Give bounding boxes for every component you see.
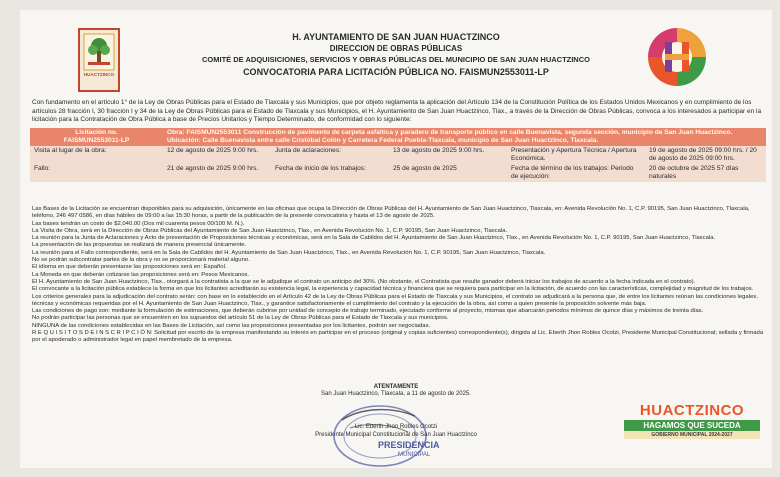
conditions-paragraph: NINGUNA de las condiciones establecidas en las Bases de Licitación, así como las proposiciones presentadas por los licitantes, podrán ser negociadas.: [32, 322, 431, 329]
conditions-paragraph: La presentación de las propuestas se realizará de manera presencial únicamente.: [32, 242, 247, 249]
schedule-cell: Fecha de término de los trabajos: Periodo de ejecución:: [507, 164, 645, 182]
schedule-row: [30, 164, 766, 182]
conditions-paragraph: R E Q U I S I T O S D E I N S C R I P C I Ó N: Solicitud por escrito de la empresa manifestando su interés en participar en el proceso (original y copias suficientes) correspondiente(s), dirigida al Lic. Eberth Jhon Robles Ocotzi, Presidente Municipal Constitucional; sellada y firmada por el apoderado o administrador legal en papel membretado de la empresa.: [32, 330, 764, 344]
conditions-paragraph: La Moneda en que deberán cotizarse las proposiciones será en: Pesos Mexicanos.: [32, 271, 250, 278]
conditions-paragraph: La reunión para la Junta de Aclaraciones y Acto de presentación de Proposiciones técnicas y económicas, será en la Sala de Cabildos del H. Ayuntamiento de San Juan Huactzinco, Tlax., en Avenida Revolución No. 1, C.P. 90195, San Juan Huactzinco, Tlaxcala.: [32, 235, 716, 242]
licitacion-label: Licitación no.: [75, 129, 118, 136]
schedule-cell: 21 de agosto de 2025 9:00 hrs.: [163, 164, 271, 182]
conditions-paragraph: Las bases tendrán un costo de $2,040.00 (Dos mil cuarenta pesos 00/100 M. N.).: [32, 220, 245, 227]
schedule-cell: Presentación y Apertura Técnica / Apertura Económica.: [507, 146, 645, 164]
header-committee: COMITÉ DE ADQUISICIONES, SERVICIOS Y OBRAS PÚBLICAS DEL MUNICIPIO DE SAN JUAN HUACTZINCO: [202, 55, 590, 64]
logo-left-label: HUACTZINCO: [83, 72, 115, 77]
conditions-paragraph: El idioma en que deberán presentarse las proposiciones será en: Español.: [32, 264, 227, 271]
schedule-cell: Junta de aclaraciones:: [271, 146, 389, 164]
header-direction: DIRECCION DE OBRAS PÚBLICAS: [329, 44, 463, 53]
brand-name: HUACTZINCO: [639, 402, 745, 419]
signature-title: Presidente Municipal Constitucional de San Juan Huactzinco: [315, 431, 477, 438]
conditions-paragraph: La reunión para el Fallo correspondiente, será en la Sala de Cabildos del H. Ayuntamiento de San Juan Huactzinco, Tlax., en Avenida Revolución No. 1, C.P. 90195, San Juan Huactzinco, Tlaxcala.: [32, 249, 546, 256]
licitacion-header-row: [30, 128, 766, 146]
signature-name: Lic. Eberth Jhon Robles Ocotzi: [354, 424, 438, 431]
signature-atentamente: ATENTAMENTE: [373, 384, 419, 390]
government-brand: [624, 402, 760, 439]
stamp-subtext: MUNICIPAL: [398, 452, 431, 458]
conditions-body: [32, 206, 770, 345]
conditions-paragraph: No se podrán subcontratar partes de la obra y no se proporcionará material alguno.: [32, 257, 250, 264]
conditions-paragraph: No podrán participar las personas que se encuentren en los supuestos del artículo 51 de la Ley de Obras Públicas para el Estado de Tlaxcala y sus municipios.: [32, 315, 449, 322]
stamp-text: PRESIDENCIA: [378, 440, 440, 450]
schedule-cell: 19 de agosto de 2025 09:00 hrs. / 20 de agosto de 2025 09:00 hrs.: [645, 146, 766, 164]
header-municipality: H. AYUNTAMIENTO DE SAN JUAN HUACTZINCO: [292, 32, 500, 42]
conditions-paragraph: El convocante a la licitación pública establece la forma en que los licitantes acreditarán su existencia legal, la experiencia y capacidad técnica y financiera que se requiera para participar en la licitación, de acuerdo con las características, complejidad y magnitud de los trabajos.: [32, 286, 754, 293]
signature-place-date: San Juan Huactzinco, Tlaxcala, a 11 de agosto de 2025.: [321, 391, 471, 398]
schedule-cell: Fallo:: [30, 164, 163, 182]
schedule-cell: Visita al lugar de la obra:: [30, 146, 163, 164]
schedule-cell: 25 de agosto de 2025: [389, 164, 507, 182]
conditions-paragraph: La Visita de Obra, será en la Dirección de Obras Públicas del Ayuntamiento de San Juan Huactzinco, Tlax., en Avenida Revolución No. 1, C.P. 90195, San Juan Huactzinco, Tlaxcala.: [32, 227, 508, 234]
document-header: [20, 32, 772, 78]
presidencia-stamp: [320, 402, 450, 472]
brand-slogan: HAGAMOS QUE SUCEDA: [624, 420, 760, 431]
conditions-paragraph: Las condiciones de pago son: mediante la formulación de estimaciones, que deberán cubrirse por unidad de concepto de trabajo terminado, ejecutado conforme al proyecto, mismas que abarcarán periodos mínimos de quince días y máximos de treinta días.: [32, 308, 704, 315]
obra-location: Ubicación: Calle Buenavista entre calle Cristóbal Colón y Carretera Federal Puebla-Tlaxcala, municipio de San Juan Huactzinco, Tlaxcala.: [167, 137, 599, 144]
schedule-cell: 13 de agosto de 2025 9:00 hrs.: [389, 146, 507, 164]
obra-description: Obra: FAISMUN2553011 Construcción de pavimento de carpeta asfáltica y paradero de transporte público en calle Buenavista, segunda sección, municipio de San Juan Huactzinco.: [167, 129, 733, 136]
schedule-row: [30, 146, 766, 164]
header-convocatoria-title: CONVOCATORIA PARA LICITACIÓN PÚBLICA NO. FAISMUN2553011-LP: [243, 67, 549, 77]
conditions-paragraph: El H. Ayuntamiento de San Juan Huactzinco, Tlax., otorgará a la contratista a la que se le adjudique el contrato un anticipo del 30%. (No obstante, el Contratista que resulte ganador deberá iniciar los trabajos de acuerdo a la fecha indicada en el contrato).: [32, 278, 696, 285]
conditions-paragraph: Las Bases de la Licitación se encuentran disponibles para su adquisición, únicamente en las oficinas que ocupa la Dirección de Obras Públicas del H. Ayuntamiento de San Juan Huactzinco, Tlaxcala, en: Avenida Revolución No. 1, C.P. 90195, San Juan Huactzinco, Tlaxcala, teléfono, 246 497 0586, en días hábiles de 09:00 a las 15:30 horas, a partir de la publicación de la presente convocatoria y hasta el 13 de agosto de 2025.: [32, 206, 750, 220]
schedule-cell: 12 de agosto de 2025 9:00 hrs.: [163, 146, 271, 164]
licitacion-table: [30, 128, 766, 182]
intro-paragraph: Con fundamento en el artículo 1° de la Ley de Obras Públicas para el Estado de Tlaxcala y sus Municipios, que por objeto reglamenta la aplicación del Artículo 134 de la Constitución Política de los Estados Unidos Mexicanos y en cumplimiento de los artículos 28 fracción I, 30 fracción I y 34 de la Ley de Obras Públicas para el Estado de Tlaxcala y sus Municipios, el H. Ayuntamiento de San Juan Huactzinco, Tlax., a través de la Dirección de Obras Públicas, convoca a los interesados a participar en la licitación para la Contratación de Obra Pública a base de Precios Unitarios y Tiempo Determinado, de conformidad con lo siguiente:: [32, 99, 762, 123]
licitacion-number: FAISMUN2553011-LP: [63, 137, 130, 144]
conditions-paragraph: Los criterios generales para la adjudicación del contrato serán: con base en lo establecido en el Artículo 42 de la Ley de Obras Públicas para el Estado de Tlaxcala y sus Municipios, el contrato se adjudicará a la persona que, de entre los licitantes reúnan las condiciones legales, técnicas y económicas requeridas por el H. Ayuntamiento de San Juan Huactzinco, Tlax., y garantice satisfactoriamente el cumplimiento del contrato y la ejecución de la obra, así como a quien presente la proposición solvente más baja.: [32, 293, 758, 307]
schedule-cell: 20 de octubre de 2025 57 días naturales: [645, 164, 766, 182]
official-seal-icon: [320, 402, 450, 472]
document-page: [20, 10, 772, 468]
brand-period: GOBIERNO MUNICIPAL 2024-2027: [624, 431, 760, 439]
schedule-cell: Fecha de inicio de los trabajos:: [271, 164, 389, 182]
licitacion-number-cell: [30, 128, 163, 146]
obra-description-cell: [163, 128, 766, 146]
